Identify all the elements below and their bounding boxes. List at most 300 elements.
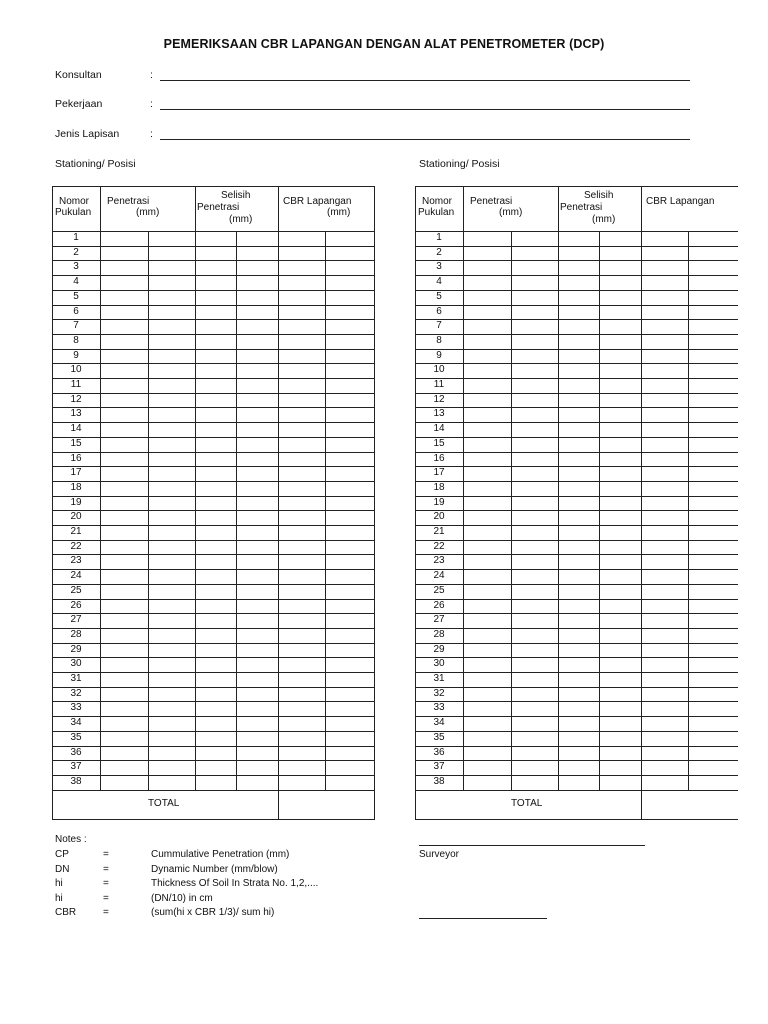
table-cell[interactable] bbox=[196, 291, 235, 304]
table-cell[interactable] bbox=[237, 658, 277, 671]
table-cell[interactable] bbox=[512, 555, 557, 568]
table-cell[interactable] bbox=[512, 423, 557, 436]
table-cell[interactable] bbox=[196, 379, 235, 392]
table-cell[interactable] bbox=[464, 629, 510, 642]
table-cell[interactable] bbox=[600, 350, 640, 363]
table-cell[interactable] bbox=[642, 688, 687, 701]
table-cell[interactable] bbox=[559, 570, 598, 583]
table-cell[interactable] bbox=[196, 614, 235, 627]
table-cell[interactable] bbox=[279, 585, 324, 598]
table-cell[interactable] bbox=[101, 614, 147, 627]
table-cell[interactable] bbox=[149, 408, 194, 421]
table-cell[interactable] bbox=[237, 673, 277, 686]
table-cell[interactable] bbox=[279, 335, 324, 348]
table-cell[interactable] bbox=[326, 614, 374, 627]
table-cell[interactable] bbox=[689, 247, 737, 260]
table-cell[interactable] bbox=[326, 232, 374, 245]
table-cell[interactable] bbox=[149, 511, 194, 524]
table-cell[interactable] bbox=[237, 306, 277, 319]
table-cell[interactable] bbox=[237, 688, 277, 701]
table-cell[interactable] bbox=[689, 291, 737, 304]
table-cell[interactable] bbox=[149, 482, 194, 495]
table-cell[interactable] bbox=[279, 644, 324, 657]
table-cell[interactable] bbox=[279, 408, 324, 421]
table-cell[interactable] bbox=[326, 600, 374, 613]
table-cell[interactable] bbox=[689, 776, 737, 789]
table-cell[interactable] bbox=[326, 247, 374, 260]
table-cell[interactable] bbox=[237, 394, 277, 407]
table-cell[interactable] bbox=[689, 658, 737, 671]
table-cell[interactable] bbox=[326, 467, 374, 480]
table-cell[interactable] bbox=[642, 423, 687, 436]
table-cell[interactable] bbox=[464, 408, 510, 421]
table-cell[interactable] bbox=[196, 511, 235, 524]
table-cell[interactable] bbox=[101, 585, 147, 598]
table-cell[interactable] bbox=[326, 658, 374, 671]
table-cell[interactable] bbox=[237, 350, 277, 363]
table-cell[interactable] bbox=[689, 585, 737, 598]
table-cell[interactable] bbox=[101, 541, 147, 554]
table-cell[interactable] bbox=[149, 732, 194, 745]
table-cell[interactable] bbox=[101, 688, 147, 701]
table-cell[interactable] bbox=[642, 585, 687, 598]
table-cell[interactable] bbox=[512, 276, 557, 289]
konsultan-input-line[interactable] bbox=[160, 80, 690, 81]
table-cell[interactable] bbox=[559, 364, 598, 377]
table-cell[interactable] bbox=[642, 747, 687, 760]
table-cell[interactable] bbox=[464, 335, 510, 348]
table-cell[interactable] bbox=[237, 482, 277, 495]
table-cell[interactable] bbox=[149, 394, 194, 407]
table-cell[interactable] bbox=[326, 364, 374, 377]
table-cell[interactable] bbox=[512, 232, 557, 245]
table-cell[interactable] bbox=[279, 702, 324, 715]
table-cell[interactable] bbox=[559, 320, 598, 333]
table-cell[interactable] bbox=[600, 276, 640, 289]
table-cell[interactable] bbox=[149, 247, 194, 260]
table-cell[interactable] bbox=[689, 364, 737, 377]
table-cell[interactable] bbox=[642, 511, 687, 524]
table-cell[interactable] bbox=[101, 394, 147, 407]
pekerjaan-input-line[interactable] bbox=[160, 109, 690, 110]
table-cell[interactable] bbox=[149, 614, 194, 627]
table-cell[interactable] bbox=[600, 629, 640, 642]
table-cell[interactable] bbox=[279, 261, 324, 274]
table-cell[interactable] bbox=[326, 453, 374, 466]
table-cell[interactable] bbox=[512, 732, 557, 745]
table-cell[interactable] bbox=[600, 438, 640, 451]
table-cell[interactable] bbox=[279, 394, 324, 407]
table-cell[interactable] bbox=[237, 467, 277, 480]
table-cell[interactable] bbox=[279, 379, 324, 392]
table-cell[interactable] bbox=[101, 747, 147, 760]
table-cell[interactable] bbox=[149, 761, 194, 774]
table-cell[interactable] bbox=[237, 614, 277, 627]
table-cell[interactable] bbox=[101, 453, 147, 466]
table-cell[interactable] bbox=[642, 453, 687, 466]
table-cell[interactable] bbox=[642, 364, 687, 377]
table-cell[interactable] bbox=[689, 629, 737, 642]
table-cell[interactable] bbox=[279, 673, 324, 686]
table-cell[interactable] bbox=[279, 291, 324, 304]
table-cell[interactable] bbox=[464, 467, 510, 480]
table-cell[interactable] bbox=[559, 335, 598, 348]
table-cell[interactable] bbox=[689, 526, 737, 539]
table-cell[interactable] bbox=[512, 394, 557, 407]
table-cell[interactable] bbox=[101, 335, 147, 348]
table-cell[interactable] bbox=[464, 614, 510, 627]
table-cell[interactable] bbox=[464, 600, 510, 613]
table-cell[interactable] bbox=[559, 614, 598, 627]
table-cell[interactable] bbox=[196, 541, 235, 554]
table-cell[interactable] bbox=[464, 511, 510, 524]
table-cell[interactable] bbox=[600, 511, 640, 524]
table-cell[interactable] bbox=[196, 497, 235, 510]
table-cell[interactable] bbox=[149, 717, 194, 730]
table-cell[interactable] bbox=[149, 541, 194, 554]
table-cell[interactable] bbox=[237, 600, 277, 613]
table-cell[interactable] bbox=[689, 482, 737, 495]
table-cell[interactable] bbox=[196, 570, 235, 583]
table-cell[interactable] bbox=[689, 702, 737, 715]
table-cell[interactable] bbox=[196, 276, 235, 289]
table-cell[interactable] bbox=[464, 658, 510, 671]
table-cell[interactable] bbox=[279, 688, 324, 701]
table-cell[interactable] bbox=[464, 732, 510, 745]
table-cell[interactable] bbox=[512, 320, 557, 333]
table-cell[interactable] bbox=[512, 776, 557, 789]
table-cell[interactable] bbox=[326, 423, 374, 436]
table-cell[interactable] bbox=[279, 747, 324, 760]
table-cell[interactable] bbox=[559, 247, 598, 260]
table-cell[interactable] bbox=[689, 379, 737, 392]
table-cell[interactable] bbox=[326, 673, 374, 686]
table-cell[interactable] bbox=[237, 747, 277, 760]
table-cell[interactable] bbox=[149, 776, 194, 789]
table-cell[interactable] bbox=[600, 747, 640, 760]
table-cell[interactable] bbox=[642, 320, 687, 333]
table-cell[interactable] bbox=[196, 438, 235, 451]
table-cell[interactable] bbox=[326, 570, 374, 583]
table-cell[interactable] bbox=[464, 526, 510, 539]
table-cell[interactable] bbox=[689, 555, 737, 568]
table-cell[interactable] bbox=[237, 320, 277, 333]
table-cell[interactable] bbox=[600, 232, 640, 245]
table-cell[interactable] bbox=[279, 600, 324, 613]
table-cell[interactable] bbox=[326, 261, 374, 274]
table-cell[interactable] bbox=[196, 423, 235, 436]
table-cell[interactable] bbox=[279, 761, 324, 774]
table-cell[interactable] bbox=[326, 629, 374, 642]
table-cell[interactable] bbox=[196, 526, 235, 539]
table-cell[interactable] bbox=[237, 585, 277, 598]
table-cell[interactable] bbox=[689, 732, 737, 745]
table-cell[interactable] bbox=[101, 600, 147, 613]
table-cell[interactable] bbox=[689, 614, 737, 627]
table-cell[interactable] bbox=[101, 511, 147, 524]
table-cell[interactable] bbox=[559, 511, 598, 524]
table-cell[interactable] bbox=[279, 423, 324, 436]
table-cell[interactable] bbox=[600, 761, 640, 774]
table-cell[interactable] bbox=[149, 261, 194, 274]
table-cell[interactable] bbox=[196, 776, 235, 789]
table-cell[interactable] bbox=[464, 776, 510, 789]
table-cell[interactable] bbox=[149, 306, 194, 319]
table-cell[interactable] bbox=[689, 453, 737, 466]
table-cell[interactable] bbox=[196, 232, 235, 245]
table-cell[interactable] bbox=[326, 541, 374, 554]
table-cell[interactable] bbox=[512, 673, 557, 686]
table-cell[interactable] bbox=[642, 276, 687, 289]
table-cell[interactable] bbox=[326, 526, 374, 539]
table-cell[interactable] bbox=[642, 732, 687, 745]
table-cell[interactable] bbox=[600, 320, 640, 333]
table-cell[interactable] bbox=[237, 629, 277, 642]
table-cell[interactable] bbox=[559, 732, 598, 745]
table-cell[interactable] bbox=[101, 497, 147, 510]
table-cell[interactable] bbox=[512, 453, 557, 466]
table-cell[interactable] bbox=[600, 702, 640, 715]
table-cell[interactable] bbox=[237, 644, 277, 657]
table-cell[interactable] bbox=[101, 320, 147, 333]
table-cell[interactable] bbox=[326, 732, 374, 745]
table-cell[interactable] bbox=[149, 291, 194, 304]
table-cell[interactable] bbox=[559, 761, 598, 774]
table-cell[interactable] bbox=[559, 555, 598, 568]
table-cell[interactable] bbox=[559, 658, 598, 671]
table-cell[interactable] bbox=[279, 541, 324, 554]
table-cell[interactable] bbox=[196, 629, 235, 642]
table-cell[interactable] bbox=[101, 702, 147, 715]
table-cell[interactable] bbox=[600, 732, 640, 745]
table-cell[interactable] bbox=[464, 423, 510, 436]
table-cell[interactable] bbox=[689, 438, 737, 451]
table-cell[interactable] bbox=[512, 261, 557, 274]
table-cell[interactable] bbox=[464, 261, 510, 274]
table-cell[interactable] bbox=[464, 541, 510, 554]
table-cell[interactable] bbox=[559, 497, 598, 510]
table-cell[interactable] bbox=[559, 261, 598, 274]
table-cell[interactable] bbox=[237, 541, 277, 554]
table-cell[interactable] bbox=[642, 673, 687, 686]
table-cell[interactable] bbox=[642, 717, 687, 730]
table-cell[interactable] bbox=[326, 497, 374, 510]
table-cell[interactable] bbox=[326, 276, 374, 289]
table-cell[interactable] bbox=[559, 482, 598, 495]
table-cell[interactable] bbox=[559, 306, 598, 319]
table-cell[interactable] bbox=[149, 658, 194, 671]
table-cell[interactable] bbox=[642, 761, 687, 774]
table-cell[interactable] bbox=[279, 732, 324, 745]
table-cell[interactable] bbox=[279, 276, 324, 289]
table-cell[interactable] bbox=[196, 747, 235, 760]
table-cell[interactable] bbox=[559, 408, 598, 421]
table-cell[interactable] bbox=[237, 453, 277, 466]
table-cell[interactable] bbox=[149, 423, 194, 436]
table-cell[interactable] bbox=[512, 438, 557, 451]
table-cell[interactable] bbox=[149, 747, 194, 760]
table-cell[interactable] bbox=[464, 276, 510, 289]
table-cell[interactable] bbox=[600, 585, 640, 598]
table-cell[interactable] bbox=[642, 467, 687, 480]
table-cell[interactable] bbox=[689, 306, 737, 319]
table-cell[interactable] bbox=[101, 438, 147, 451]
table-cell[interactable] bbox=[689, 394, 737, 407]
table-cell[interactable] bbox=[196, 644, 235, 657]
table-cell[interactable] bbox=[149, 555, 194, 568]
table-cell[interactable] bbox=[642, 394, 687, 407]
table-cell[interactable] bbox=[149, 497, 194, 510]
table-cell[interactable] bbox=[642, 497, 687, 510]
table-cell[interactable] bbox=[237, 761, 277, 774]
table-cell[interactable] bbox=[512, 570, 557, 583]
table-cell[interactable] bbox=[512, 600, 557, 613]
table-cell[interactable] bbox=[642, 629, 687, 642]
table-cell[interactable] bbox=[326, 585, 374, 598]
table-cell[interactable] bbox=[600, 658, 640, 671]
table-cell[interactable] bbox=[512, 688, 557, 701]
table-cell[interactable] bbox=[279, 232, 324, 245]
table-cell[interactable] bbox=[689, 644, 737, 657]
table-cell[interactable] bbox=[196, 335, 235, 348]
table-cell[interactable] bbox=[600, 688, 640, 701]
table-cell[interactable] bbox=[237, 555, 277, 568]
table-cell[interactable] bbox=[464, 555, 510, 568]
table-cell[interactable] bbox=[326, 776, 374, 789]
table-cell[interactable] bbox=[101, 261, 147, 274]
table-cell[interactable] bbox=[600, 379, 640, 392]
table-cell[interactable] bbox=[464, 232, 510, 245]
table-cell[interactable] bbox=[149, 629, 194, 642]
table-cell[interactable] bbox=[279, 629, 324, 642]
table-cell[interactable] bbox=[464, 247, 510, 260]
table-cell[interactable] bbox=[600, 453, 640, 466]
table-cell[interactable] bbox=[689, 467, 737, 480]
table-cell[interactable] bbox=[326, 291, 374, 304]
table-cell[interactable] bbox=[642, 379, 687, 392]
table-cell[interactable] bbox=[326, 717, 374, 730]
table-cell[interactable] bbox=[326, 335, 374, 348]
table-cell[interactable] bbox=[559, 644, 598, 657]
table-cell[interactable] bbox=[149, 453, 194, 466]
table-cell[interactable] bbox=[512, 702, 557, 715]
table-cell[interactable] bbox=[196, 673, 235, 686]
table-cell[interactable] bbox=[326, 408, 374, 421]
table-cell[interactable] bbox=[196, 702, 235, 715]
table-cell[interactable] bbox=[559, 717, 598, 730]
table-cell[interactable] bbox=[149, 526, 194, 539]
table-cell[interactable] bbox=[237, 570, 277, 583]
table-cell[interactable] bbox=[642, 232, 687, 245]
table-cell[interactable] bbox=[149, 600, 194, 613]
table-cell[interactable] bbox=[600, 600, 640, 613]
table-cell[interactable] bbox=[237, 511, 277, 524]
table-cell[interactable] bbox=[464, 747, 510, 760]
table-cell[interactable] bbox=[642, 702, 687, 715]
table-cell[interactable] bbox=[600, 497, 640, 510]
table-cell[interactable] bbox=[512, 644, 557, 657]
table-cell[interactable] bbox=[642, 438, 687, 451]
table-cell[interactable] bbox=[326, 702, 374, 715]
table-cell[interactable] bbox=[279, 482, 324, 495]
table-cell[interactable] bbox=[149, 702, 194, 715]
table-cell[interactable] bbox=[196, 247, 235, 260]
table-cell[interactable] bbox=[149, 644, 194, 657]
table-cell[interactable] bbox=[149, 688, 194, 701]
table-cell[interactable] bbox=[600, 673, 640, 686]
table-cell[interactable] bbox=[689, 541, 737, 554]
table-cell[interactable] bbox=[642, 658, 687, 671]
table-cell[interactable] bbox=[237, 408, 277, 421]
table-cell[interactable] bbox=[512, 761, 557, 774]
table-cell[interactable] bbox=[196, 364, 235, 377]
table-cell[interactable] bbox=[279, 776, 324, 789]
table-cell[interactable] bbox=[101, 379, 147, 392]
table-cell[interactable] bbox=[512, 747, 557, 760]
table-cell[interactable] bbox=[559, 600, 598, 613]
table-cell[interactable] bbox=[279, 247, 324, 260]
table-cell[interactable] bbox=[689, 570, 737, 583]
table-cell[interactable] bbox=[101, 570, 147, 583]
table-cell[interactable] bbox=[101, 644, 147, 657]
table-cell[interactable] bbox=[600, 247, 640, 260]
table-cell[interactable] bbox=[237, 438, 277, 451]
table-cell[interactable] bbox=[600, 644, 640, 657]
table-cell[interactable] bbox=[559, 673, 598, 686]
table-cell[interactable] bbox=[279, 555, 324, 568]
table-cell[interactable] bbox=[464, 379, 510, 392]
table-cell[interactable] bbox=[464, 320, 510, 333]
table-cell[interactable] bbox=[512, 335, 557, 348]
table-cell[interactable] bbox=[279, 497, 324, 510]
table-cell[interactable] bbox=[237, 526, 277, 539]
table-cell[interactable] bbox=[326, 350, 374, 363]
table-cell[interactable] bbox=[101, 717, 147, 730]
table-cell[interactable] bbox=[689, 350, 737, 363]
table-cell[interactable] bbox=[196, 600, 235, 613]
jenis-lapisan-input-line[interactable] bbox=[160, 139, 690, 140]
table-cell[interactable] bbox=[237, 732, 277, 745]
table-cell[interactable] bbox=[101, 555, 147, 568]
table-cell[interactable] bbox=[689, 761, 737, 774]
table-cell[interactable] bbox=[689, 320, 737, 333]
table-cell[interactable] bbox=[689, 335, 737, 348]
table-cell[interactable] bbox=[642, 350, 687, 363]
table-cell[interactable] bbox=[101, 761, 147, 774]
table-cell[interactable] bbox=[559, 350, 598, 363]
table-cell[interactable] bbox=[600, 526, 640, 539]
table-cell[interactable] bbox=[512, 717, 557, 730]
table-cell[interactable] bbox=[101, 467, 147, 480]
table-cell[interactable] bbox=[689, 232, 737, 245]
table-cell[interactable] bbox=[512, 379, 557, 392]
table-cell[interactable] bbox=[559, 438, 598, 451]
table-cell[interactable] bbox=[237, 261, 277, 274]
table-cell[interactable] bbox=[326, 438, 374, 451]
table-cell[interactable] bbox=[326, 482, 374, 495]
table-cell[interactable] bbox=[101, 658, 147, 671]
table-cell[interactable] bbox=[689, 497, 737, 510]
table-cell[interactable] bbox=[149, 585, 194, 598]
table-cell[interactable] bbox=[149, 467, 194, 480]
table-cell[interactable] bbox=[196, 688, 235, 701]
table-cell[interactable] bbox=[101, 350, 147, 363]
table-cell[interactable] bbox=[326, 761, 374, 774]
table-cell[interactable] bbox=[642, 526, 687, 539]
table-cell[interactable] bbox=[326, 320, 374, 333]
table-cell[interactable] bbox=[279, 614, 324, 627]
table-cell[interactable] bbox=[196, 717, 235, 730]
